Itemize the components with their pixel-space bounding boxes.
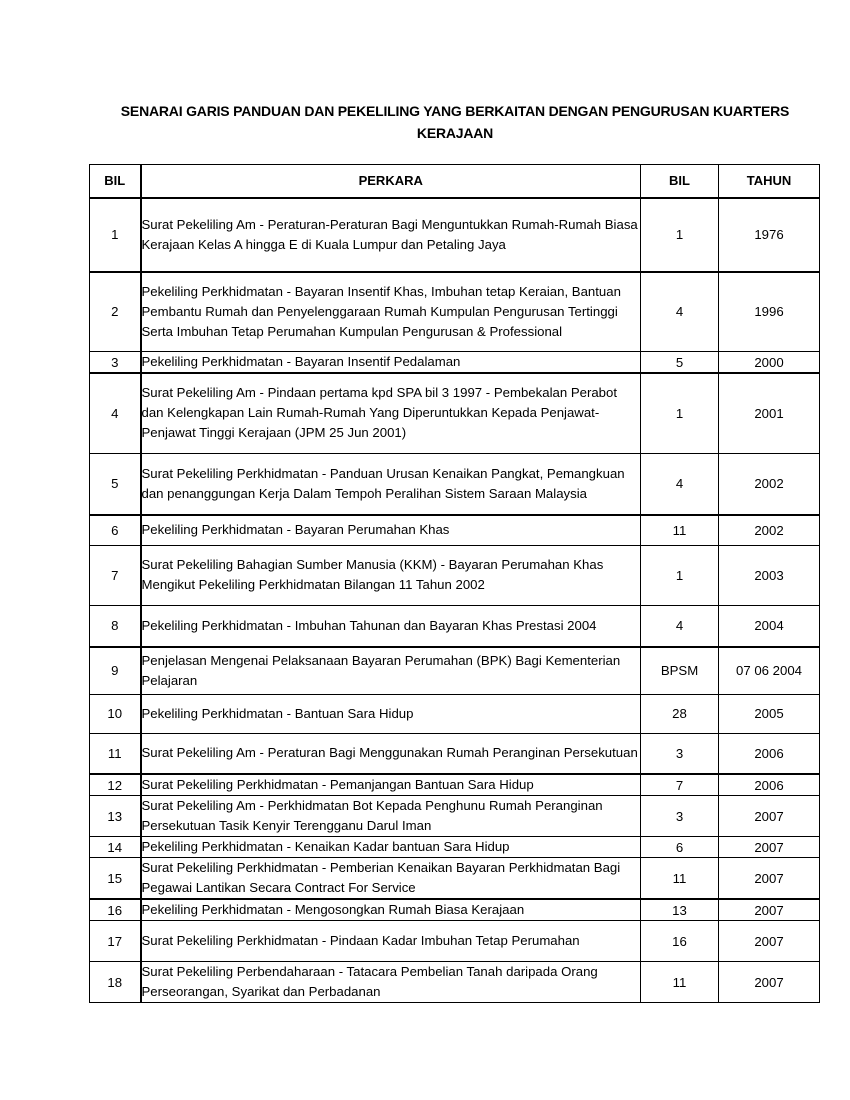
row-bil: 11 [641, 962, 719, 1003]
row-tahun: 2002 [719, 453, 820, 515]
table-row [90, 694, 820, 733]
row-tahun: 07 06 2004 [719, 647, 820, 694]
row-bil: 3 [641, 796, 719, 837]
row-number: 6 [90, 515, 141, 545]
row-bil: 4 [641, 453, 719, 515]
row-number: 1 [90, 198, 141, 272]
row-tahun: 2004 [719, 605, 820, 647]
row-bil: 3 [641, 733, 719, 774]
row-number: 14 [90, 837, 141, 858]
row-bil: 28 [641, 694, 719, 733]
row-perkara: Pekeliling Perkhidmatan - Kenaikan Kadar bantuan Sara Hidup [141, 837, 641, 858]
table-row [90, 962, 820, 1003]
row-perkara: Penjelasan Mengenai Pelaksanaan Bayaran Perumahan (BPK) Bagi Kementerian Pelajaran [141, 647, 641, 694]
row-number: 16 [90, 899, 141, 921]
row-tahun: 2007 [719, 921, 820, 962]
row-perkara: Surat Pekeliling Am - Peraturan-Peraturan Bagi Menguntukkan Rumah-Rumah Biasa Kerajaan Kelas A hingga E di Kuala Lumpur dan Petaling Jaya [141, 198, 641, 272]
row-tahun: 2003 [719, 545, 820, 605]
header-tahun: TAHUN [719, 165, 820, 198]
table-row [90, 545, 820, 605]
row-perkara: Surat Pekeliling Perkhidmatan - Pemberian Kenaikan Bayaran Perkhidmatan Bagi Pegawai Lantikan Secara Contract For Service [141, 858, 641, 900]
circulars-table [89, 164, 820, 1003]
row-tahun: 2006 [719, 733, 820, 774]
row-number: 12 [90, 774, 141, 796]
table-row [90, 515, 820, 545]
row-perkara: Surat Pekeliling Perkhidmatan - Panduan Urusan Kenaikan Pangkat, Pemangkuan dan penanggungan Kerja Dalam Tempoh Peralihan Sistem Saraan Malaysia [141, 453, 641, 515]
row-tahun: 2005 [719, 694, 820, 733]
row-perkara: Pekeliling Perkhidmatan - Imbuhan Tahunan dan Bayaran Khas Prestasi 2004 [141, 605, 641, 647]
row-bil: BPSM [641, 647, 719, 694]
row-bil: 1 [641, 373, 719, 453]
table-row [90, 733, 820, 774]
row-number: 9 [90, 647, 141, 694]
row-perkara: Pekeliling Perkhidmatan - Bantuan Sara Hidup [141, 694, 641, 733]
row-perkara: Surat Pekeliling Bahagian Sumber Manusia (KKM) - Bayaran Perumahan Khas Mengikut Pekeliling Perkhidmatan Bilangan 11 Tahun 2002 [141, 545, 641, 605]
row-bil: 1 [641, 545, 719, 605]
row-bil: 4 [641, 605, 719, 647]
row-perkara: Pekeliling Perkhidmatan - Bayaran Perumahan Khas [141, 515, 641, 545]
row-tahun: 2007 [719, 858, 820, 900]
row-number: 10 [90, 694, 141, 733]
row-tahun: 1996 [719, 272, 820, 352]
row-perkara: Surat Pekeliling Perkhidmatan - Pindaan Kadar Imbuhan Tetap Perumahan [141, 921, 641, 962]
row-number: 11 [90, 733, 141, 774]
table-row [90, 921, 820, 962]
table-row [90, 198, 820, 272]
row-perkara: Pekeliling Perkhidmatan - Bayaran Insentif Pedalaman [141, 352, 641, 374]
row-tahun: 2007 [719, 796, 820, 837]
row-tahun: 2007 [719, 899, 820, 921]
table-row [90, 837, 820, 858]
table-body [90, 198, 820, 1003]
row-number: 5 [90, 453, 141, 515]
row-bil: 11 [641, 858, 719, 900]
header-bil: BIL [641, 165, 719, 198]
row-number: 17 [90, 921, 141, 962]
title-line-2: KERAJAAN [416, 125, 494, 141]
table-row [90, 899, 820, 921]
table-row [90, 774, 820, 796]
row-tahun: 2007 [719, 837, 820, 858]
table-row [90, 272, 820, 352]
document-title [90, 100, 820, 144]
row-tahun: 2002 [719, 515, 820, 545]
row-bil: 5 [641, 352, 719, 374]
row-bil: 13 [641, 899, 719, 921]
row-number: 8 [90, 605, 141, 647]
row-bil: 7 [641, 774, 719, 796]
row-bil: 16 [641, 921, 719, 962]
row-tahun: 2000 [719, 352, 820, 374]
row-number: 4 [90, 373, 141, 453]
title-line-1: SENARAI GARIS PANDUAN DAN PEKELILING YANG BERKAITAN DENGAN PENGURUSAN KUARTERS [120, 103, 790, 119]
row-number: 13 [90, 796, 141, 837]
row-number: 3 [90, 352, 141, 374]
row-bil: 1 [641, 198, 719, 272]
row-perkara: Surat Pekeliling Am - Perkhidmatan Bot Kepada Penghunu Rumah Peranginan Persekutuan Tasik Kenyir Terengganu Darul Iman [141, 796, 641, 837]
table-row [90, 796, 820, 837]
row-bil: 11 [641, 515, 719, 545]
row-number: 2 [90, 272, 141, 352]
row-perkara: Surat Pekeliling Am - Peraturan Bagi Menggunakan Rumah Peranginan Persekutuan [141, 733, 641, 774]
row-perkara: Surat Pekeliling Am - Pindaan pertama kpd SPA bil 3 1997 - Pembekalan Perabot dan Kelengkapan Lain Rumah-Rumah Yang Diperuntukkan Kepada Penjawat-Penjawat Tinggi Kerajaan (JPM 25 Jun 2001) [141, 373, 641, 453]
row-number: 18 [90, 962, 141, 1003]
table-header-row [90, 165, 820, 198]
header-perkara: PERKARA [141, 165, 641, 198]
row-tahun: 2001 [719, 373, 820, 453]
row-tahun: 2007 [719, 962, 820, 1003]
table-row [90, 453, 820, 515]
row-perkara: Pekeliling Perkhidmatan - Bayaran Insentif Khas, Imbuhan tetap Keraian, Bantuan Pembantu Rumah dan Penyelenggaraan Rumah Kumpulan Pengurusan Tertinggi Serta Imbuhan Tetap Perumahan Kumpulan Pengurusan & Professional [141, 272, 641, 352]
row-perkara: Pekeliling Perkhidmatan - Mengosongkan Rumah Biasa Kerajaan [141, 899, 641, 921]
row-number: 7 [90, 545, 141, 605]
row-bil: 6 [641, 837, 719, 858]
table-row [90, 373, 820, 453]
table-row [90, 352, 820, 374]
row-perkara: Surat Pekeliling Perbendaharaan - Tatacara Pembelian Tanah daripada Orang Perseorangan, Syarikat dan Perbadanan [141, 962, 641, 1003]
row-perkara: Surat Pekeliling Perkhidmatan - Pemanjangan Bantuan Sara Hidup [141, 774, 641, 796]
row-tahun: 1976 [719, 198, 820, 272]
header-no: BIL [90, 165, 141, 198]
row-number: 15 [90, 858, 141, 900]
table-row [90, 605, 820, 647]
table-row [90, 858, 820, 900]
row-tahun: 2006 [719, 774, 820, 796]
row-bil: 4 [641, 272, 719, 352]
table-row [90, 647, 820, 694]
